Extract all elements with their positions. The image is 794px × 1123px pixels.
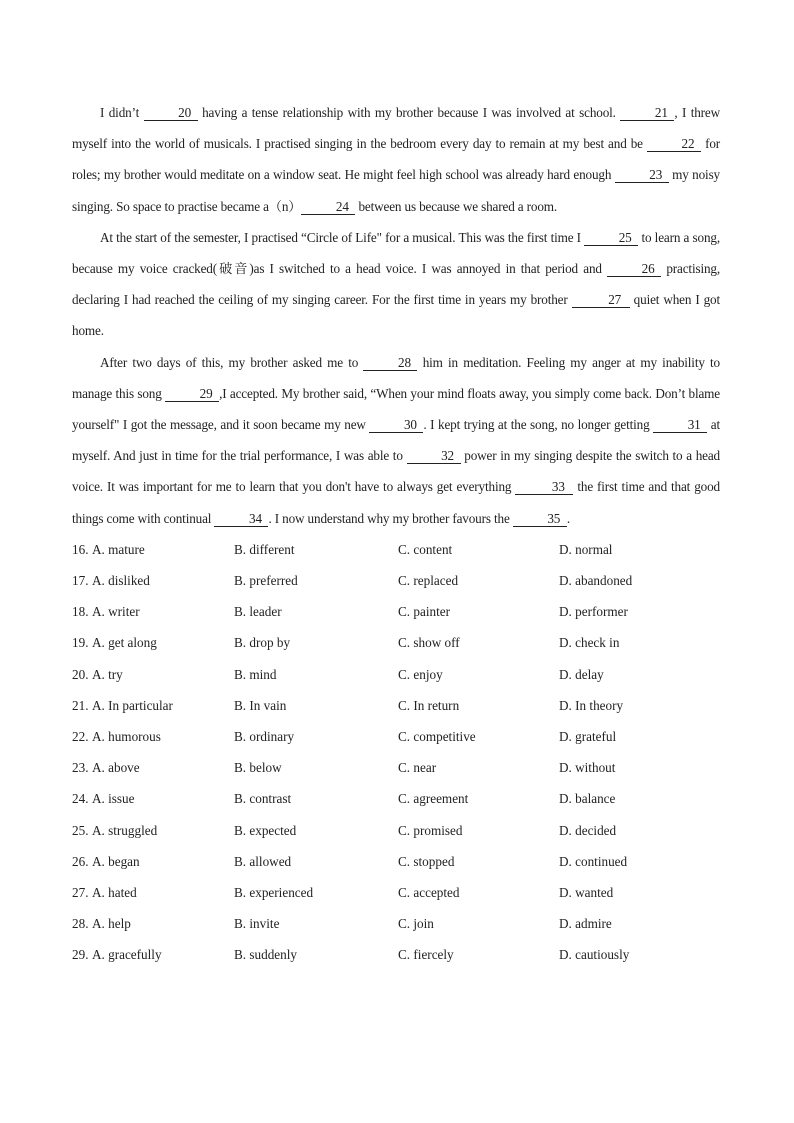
text-span: him in meditation. Feeling my anger at my inability to manage this song — [72, 354, 720, 401]
question-row — [72, 534, 720, 565]
option-d: D. decided — [559, 822, 617, 838]
question-number: 24. — [72, 791, 89, 807]
text-span: my noisy singing. So space to practise became a（n） — [72, 167, 720, 214]
option-b: B. invite — [234, 916, 280, 932]
text-span: After two days of this, my brother asked me to — [100, 354, 364, 370]
question-number: 25. — [72, 822, 89, 838]
blank-35: 35 — [513, 511, 567, 527]
blank-30: 30 — [369, 417, 423, 433]
question-row — [72, 783, 720, 814]
blank-24: 24 — [301, 199, 355, 215]
option-b: B. In vain — [234, 697, 287, 713]
question-row — [72, 565, 720, 596]
option-d: D. check in — [559, 635, 620, 651]
option-d: D. balance — [559, 791, 616, 807]
question-row — [72, 815, 720, 846]
option-b: B. contrast — [234, 791, 292, 807]
option-a: A. writer — [92, 604, 140, 620]
question-number: 22. — [72, 728, 89, 744]
blank-29: 29 — [165, 386, 219, 402]
text-span: , I threw myself into the world of musicals. I practised singing in the bedroom every day to remain at my best and be — [72, 105, 720, 152]
option-a: A. hated — [92, 884, 137, 900]
option-d: D. without — [559, 760, 616, 776]
option-a: A. gracefully — [92, 947, 162, 963]
text-span: ,I accepted. My brother said, “When your mind floats away, you simply come back. Don’t blame yourself" I got the message, and it soon became my new — [72, 385, 720, 433]
option-a: A. issue — [92, 791, 135, 807]
option-c: C. stopped — [398, 853, 455, 869]
option-c: C. agreement — [398, 791, 469, 807]
option-b: B. suddenly — [234, 947, 298, 963]
text-span: at myself. And just in time for the trial performance, I was able to — [72, 417, 720, 464]
option-b: B. ordinary — [234, 728, 295, 744]
option-a: A. try — [92, 666, 123, 682]
blank-20: 20 — [144, 105, 198, 121]
option-c: C. competitive — [398, 728, 476, 744]
blank-34: 34 — [214, 511, 268, 527]
question-row — [72, 877, 720, 908]
text-span: the first time and that good things come with continual — [72, 479, 720, 526]
blank-31: 31 — [653, 417, 707, 433]
blank-27: 27 — [572, 292, 630, 308]
option-d: D. cautiously — [559, 947, 630, 963]
paragraph-3 — [72, 347, 720, 534]
option-c: C. replaced — [398, 573, 459, 589]
text-span: for roles; my brother would meditate on a window seat. He might feel high school was already hard enough — [72, 136, 721, 183]
option-c: C. show off — [398, 635, 460, 651]
question-row — [72, 690, 720, 721]
option-a: A. In particular — [92, 697, 173, 713]
question-number: 16. — [72, 541, 89, 557]
option-a: A. struggled — [92, 822, 158, 838]
blank-22: 22 — [647, 136, 701, 152]
text-span: power in my singing despite the switch to a head voice. It was important for me to learn that you don't have to always get everything — [72, 448, 721, 495]
option-c: C. promised — [398, 822, 463, 838]
text-span: practising, declaring I had reached the ceiling of my singing career. For the first time in years my brother — [72, 261, 720, 308]
document-page — [72, 97, 720, 970]
question-row — [72, 752, 720, 783]
option-a: A. humorous — [92, 728, 161, 744]
question-row — [72, 846, 720, 877]
question-row — [72, 659, 720, 690]
question-number: 20. — [72, 666, 89, 682]
option-c: C. near — [398, 760, 437, 776]
option-b: B. different — [234, 541, 295, 557]
option-b: B. mind — [234, 666, 277, 682]
question-number: 29. — [72, 947, 89, 963]
question-row — [72, 627, 720, 658]
text-span: having a tense relationship with my brother because I was involved at school. — [197, 105, 621, 120]
option-d: D. performer — [559, 604, 628, 620]
blank-21: 21 — [620, 105, 674, 121]
text-span: . I kept trying at the song, no longer getting — [423, 417, 654, 433]
option-d: D. grateful — [559, 728, 617, 744]
question-row — [72, 721, 720, 752]
option-b: B. experienced — [234, 884, 314, 900]
option-d: D. delay — [559, 666, 604, 682]
option-c: C. join — [398, 916, 434, 932]
question-number: 18. — [72, 604, 89, 620]
option-d: D. In theory — [559, 697, 624, 713]
option-b: B. expected — [234, 822, 297, 838]
cloze-passage — [72, 97, 720, 534]
option-b: B. leader — [234, 604, 282, 620]
option-a: A. help — [92, 916, 131, 932]
question-number: 19. — [72, 635, 89, 651]
blank-25: 25 — [584, 230, 638, 246]
question-number: 17. — [72, 573, 89, 589]
option-d: D. continued — [559, 853, 628, 869]
answer-options — [72, 534, 720, 971]
option-d: D. abandoned — [559, 573, 633, 589]
question-row — [72, 596, 720, 627]
text-span: between us because we shared a room. — [355, 198, 558, 214]
question-row — [72, 908, 720, 939]
question-number: 27. — [72, 884, 89, 900]
blank-32: 32 — [407, 448, 461, 464]
question-number: 28. — [72, 916, 89, 932]
option-a: A. above — [92, 760, 140, 776]
paragraph-2 — [72, 222, 720, 347]
option-b: B. drop by — [234, 635, 291, 651]
question-number: 23. — [72, 760, 89, 776]
option-c: C. In return — [398, 697, 460, 713]
option-c: C. fiercely — [398, 947, 454, 963]
option-c: C. enjoy — [398, 666, 443, 682]
question-row — [72, 939, 720, 970]
text-span: . — [566, 510, 570, 526]
option-a: A. mature — [92, 541, 145, 557]
text-span: to learn a song, because my voice cracked(破音)as I switched to a head voice. I was annoyed in that period and — [72, 229, 720, 277]
blank-28: 28 — [363, 355, 417, 371]
option-d: D. normal — [559, 541, 613, 557]
text-span: . I now understand why my brother favours the — [268, 510, 513, 526]
blank-23: 23 — [615, 167, 669, 183]
paragraph-1 — [72, 97, 720, 222]
blank-33: 33 — [515, 479, 573, 495]
option-a: A. began — [92, 853, 140, 869]
blank-26: 26 — [607, 261, 661, 277]
option-c: C. painter — [398, 604, 451, 620]
option-a: A. disliked — [92, 573, 150, 589]
question-number: 26. — [72, 853, 89, 869]
question-number: 21. — [72, 697, 89, 713]
option-b: B. allowed — [234, 853, 292, 869]
option-a: A. get along — [92, 635, 157, 651]
option-c: C. accepted — [398, 884, 460, 900]
option-d: D. wanted — [559, 884, 614, 900]
option-d: D. admire — [559, 916, 612, 932]
option-c: C. content — [398, 541, 453, 557]
text-span: quiet when I got home. — [72, 292, 720, 339]
option-b: B. preferred — [234, 573, 298, 589]
option-b: B. below — [234, 760, 282, 776]
text-span: I didn’t — [100, 105, 144, 120]
text-span: At the start of the semester, I practised “Circle of Life" for a musical. This was the first time I — [100, 229, 585, 245]
